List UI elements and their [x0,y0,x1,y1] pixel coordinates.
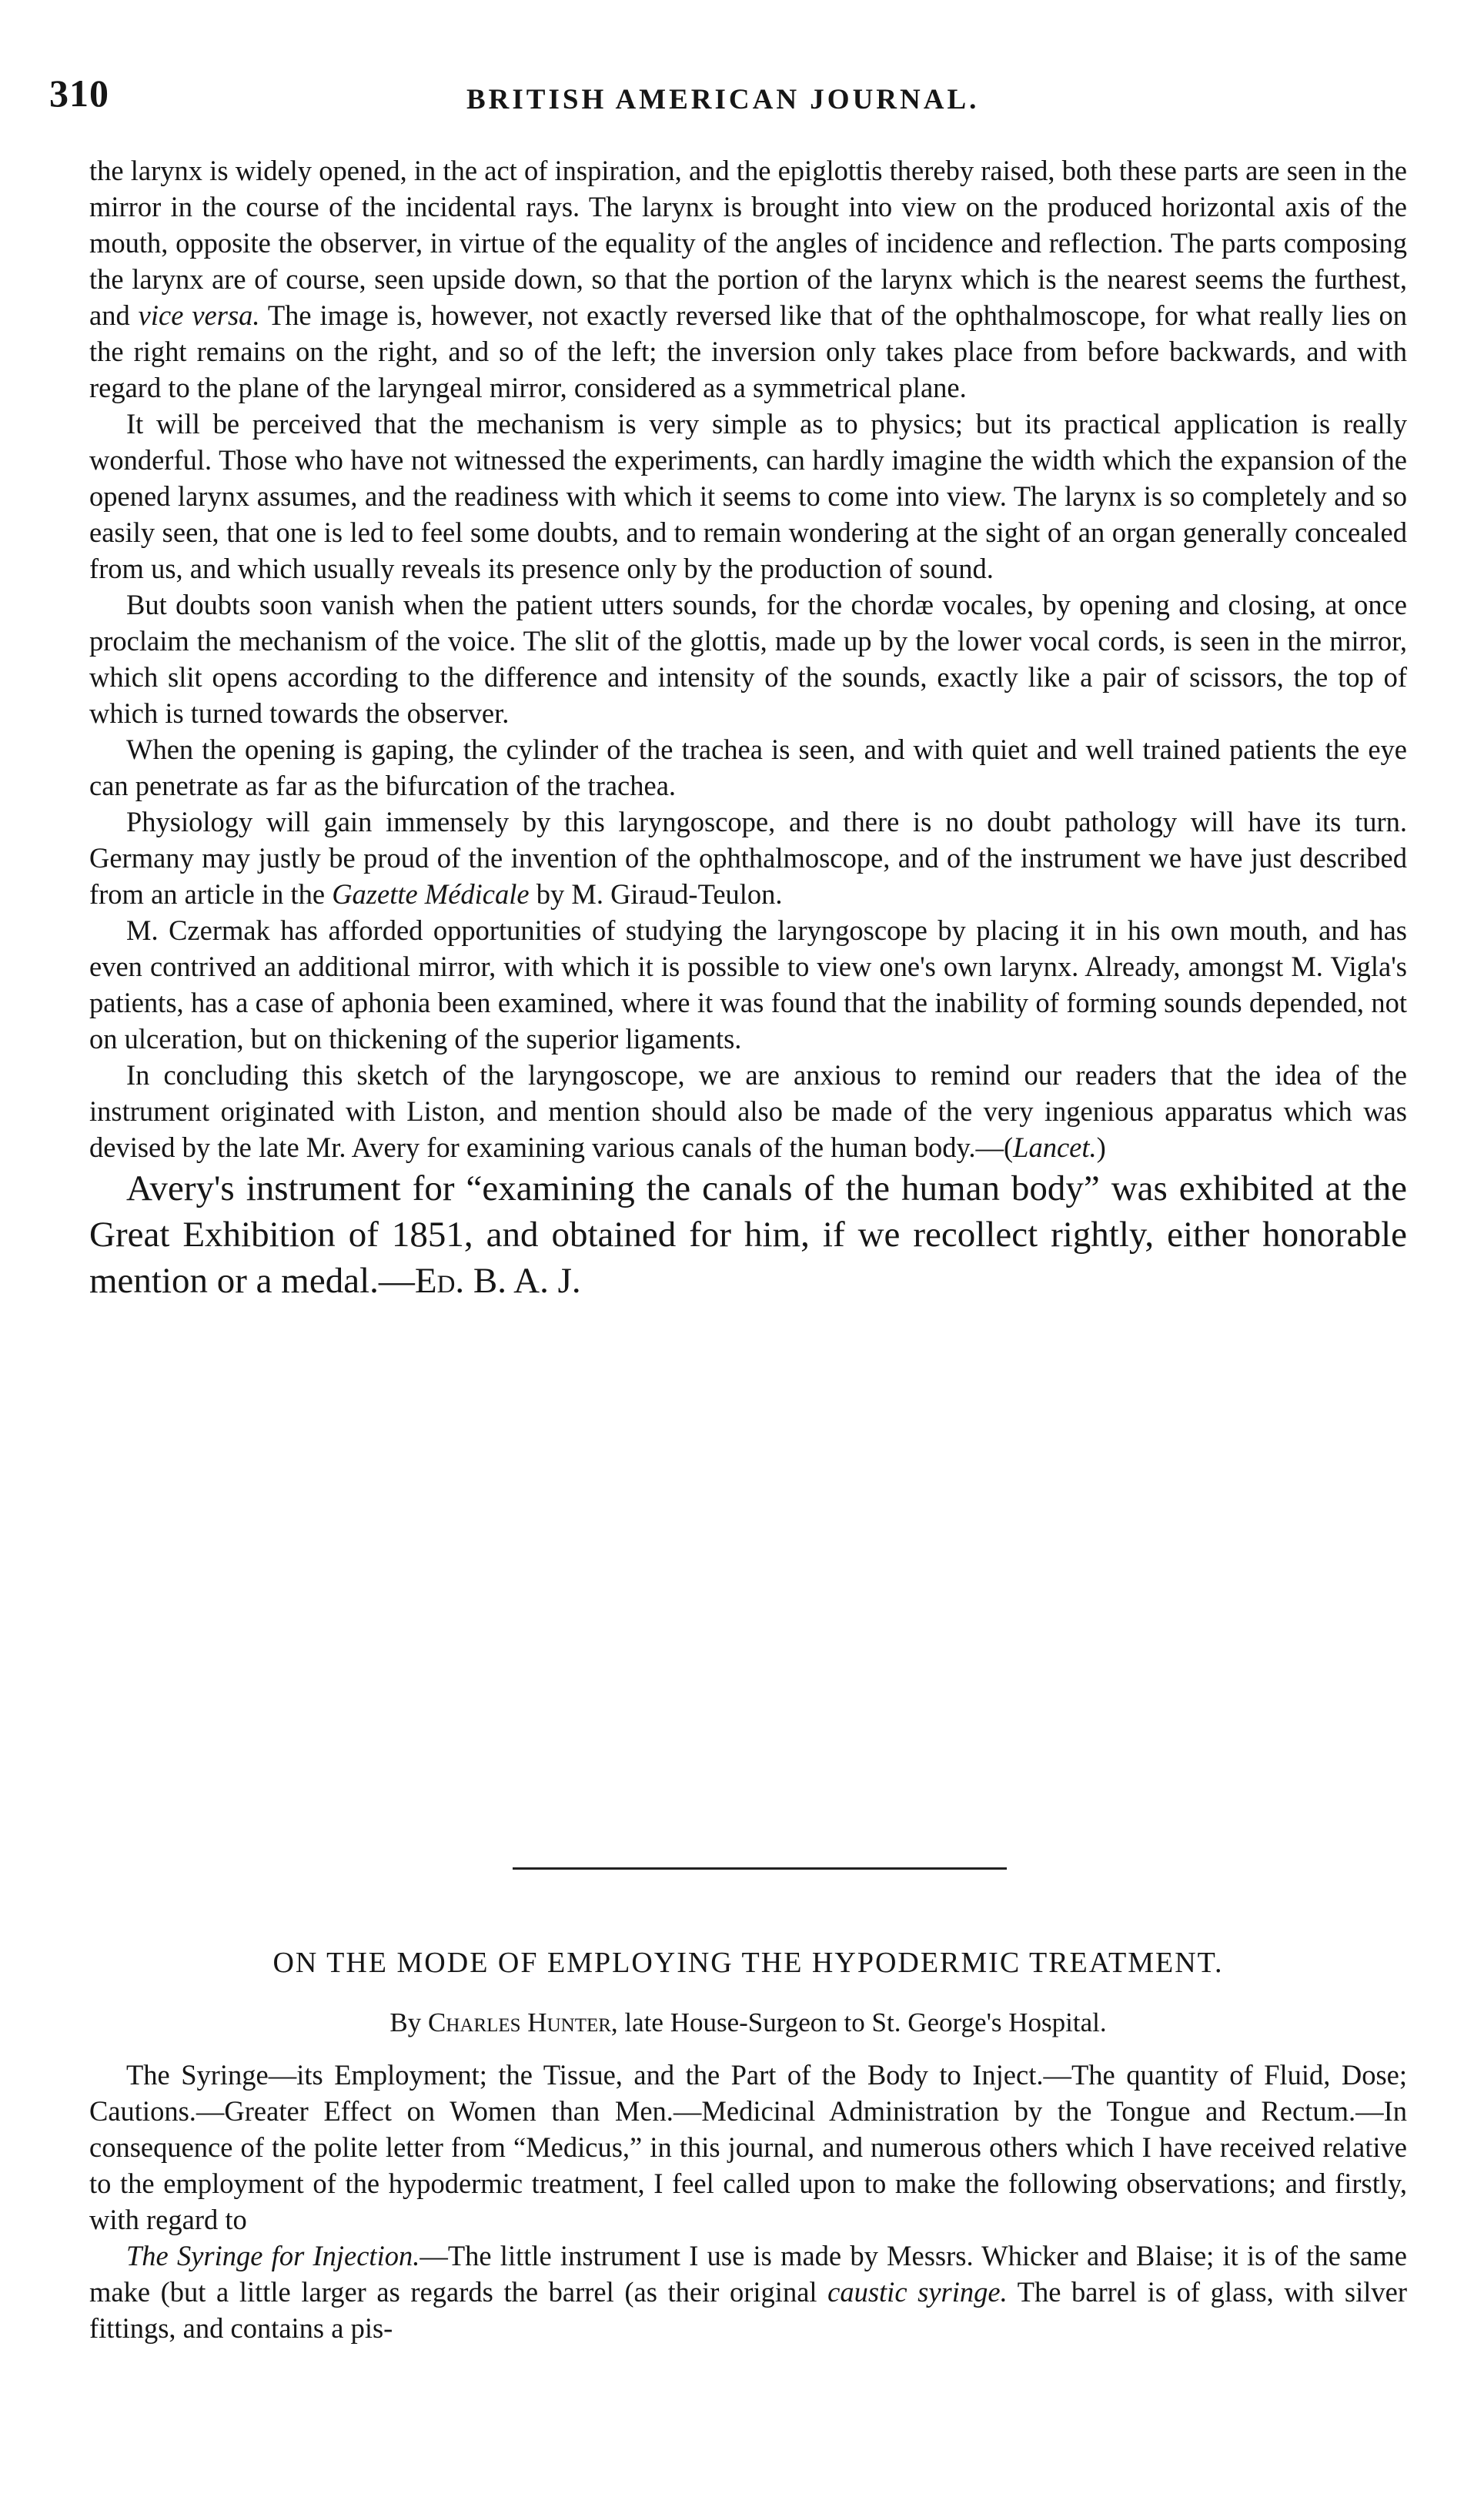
byline: By Charles Hunter, late House-Surgeon to St. George's Hospital. [389,2007,1107,2037]
editor-note: Avery's instrument for “examining the canals of the human body” was exhibited at the Great Exhibition of 1851, and obtained for him, if we recollect rightly, either honorable mention or a medal.—Ed. B. A. J. [89,1168,1407,1301]
paragraph-5: Physiology will gain immensely by this laryngoscope, and there is no doubt pathology will have its turn. Germany may justly be proud of the invention of the ophthalmoscope, and of the instrument we have just described from an article in the Gazette Médicale by M. Giraud-Teulon. [89,806,1407,910]
article-paragraph-2: The Syringe for Injection.—The little instrument I use is made by Messrs. Whicker and Blaise; it is of the same make (but a little larger as regards the barrel (as their original caustic syringe. The barrel is of glass, with silver fittings, and contains a pis- [89,2240,1408,2344]
paragraph-1: the larynx is widely opened, in the act of inspiration, and the epiglottis thereby raised, both these parts are seen in the mirror in the course of the incidental rays. The larynx is brought into view on the produced horizontal axis of the mouth, opposite the observer, in virtue of the equality of the angles of incidence and reflection. The parts composing the larynx are of course, seen upside down, so that the portion of the larynx which is the nearest seems the furthest, and vice versa. The image is, however, not exactly reversed like that of the ophthalmoscope, for what really lies on the right remains on the right, and so of the left; the inversion only takes place from before backwards, and with regard to the plane of the laryngeal mirror, considered as a symmetrical plane. [89,155,1407,403]
citation-lancet: Lancet. [1013,1131,1097,1163]
article-body [89,2057,1407,2346]
paragraph-4: When the opening is gaping, the cylinder of the trachea is seen, and with quiet and well trained patients the eye can penetrate as far as the bifurcation of the trachea. [89,734,1407,801]
section-divider [513,1867,1007,1870]
page-number: 310 [49,72,109,115]
emphasis-vice-versa: vice versa. [138,299,260,331]
paragraph-2: It will be perceived that the mechanism is very simple as to physics; but its practical application is really wonderful. Those who have not witnessed the experiments, can hardly imagine the width which the expansion of the opened larynx assumes, and the readiness with which it seems to come into view. The larynx is so completely and so easily seen, that one is led to feel some doubts, and to remain wondering at the sight of an organ generally concealed from us, and which usually reveals its presence only by the production of sound. [89,408,1407,584]
running-head [49,71,1412,132]
paragraph-7: In concluding this sketch of the laryngoscope, we are anxious to remind our readers that the idea of the instrument originated with Liston, and mention should also be made of the very ingenious apparatus which was devised by the late Mr. Avery for examining various canals of the human body.—(Lancet.) [89,1059,1407,1163]
paragraph-6: M. Czermak has afforded opportunities of studying the laryngoscope by placing it in his own mouth, and has even contrived an additional mirror, with which it is possible to view one's own larynx. Already, amongst M. Vigla's patients, has a case of aphonia been examined, where it was found that the inability of forming sounds depended, not on ulceration, but on thickening of the superior ligaments. [89,914,1407,1055]
journal-title: BRITISH AMERICAN JOURNAL. [466,84,980,115]
article-paragraph-1: The Syringe—its Employment; the Tissue, and the Part of the Body to Inject.—The quantity of Fluid, Dose; Cautions.—Greater Effect on Women than Men.—Medicinal Administration by the Tongue and Rectum.—In consequence of the polite letter from “Medicus,” in this journal, and numerous others which I have received relative to the employment of the hypodermic treatment, I feel called upon to make the following observations; and firstly, with regard to [89,2059,1407,2235]
continued-article [89,152,1407,1304]
editor-signature: Ed. B. A. J. [414,1261,581,1301]
paragraph-3: But doubts soon vanish when the patient utters sounds, for the chordæ vocales, by opening and closing, at once proclaim the mechanism of the voice. The slit of the glottis, made up by the lower vocal cords, is seen in the mirror, which slit opens according to the difference and intensity of the sounds, exactly like a pair of scissors, the top of which is turned towards the observer. [89,589,1407,729]
author-name: Charles Hunter [427,2007,611,2037]
emphasis-gazette: Gazette Médicale [332,878,530,910]
section-heading-syringe: The Syringe for Injection. [126,2240,420,2271]
emphasis-caustic-syringe: caustic syringe. [827,2276,1008,2308]
article-title: ON THE MODE OF EMPLOYING THE HYPODERMIC TREATMENT. [272,1947,1224,1979]
